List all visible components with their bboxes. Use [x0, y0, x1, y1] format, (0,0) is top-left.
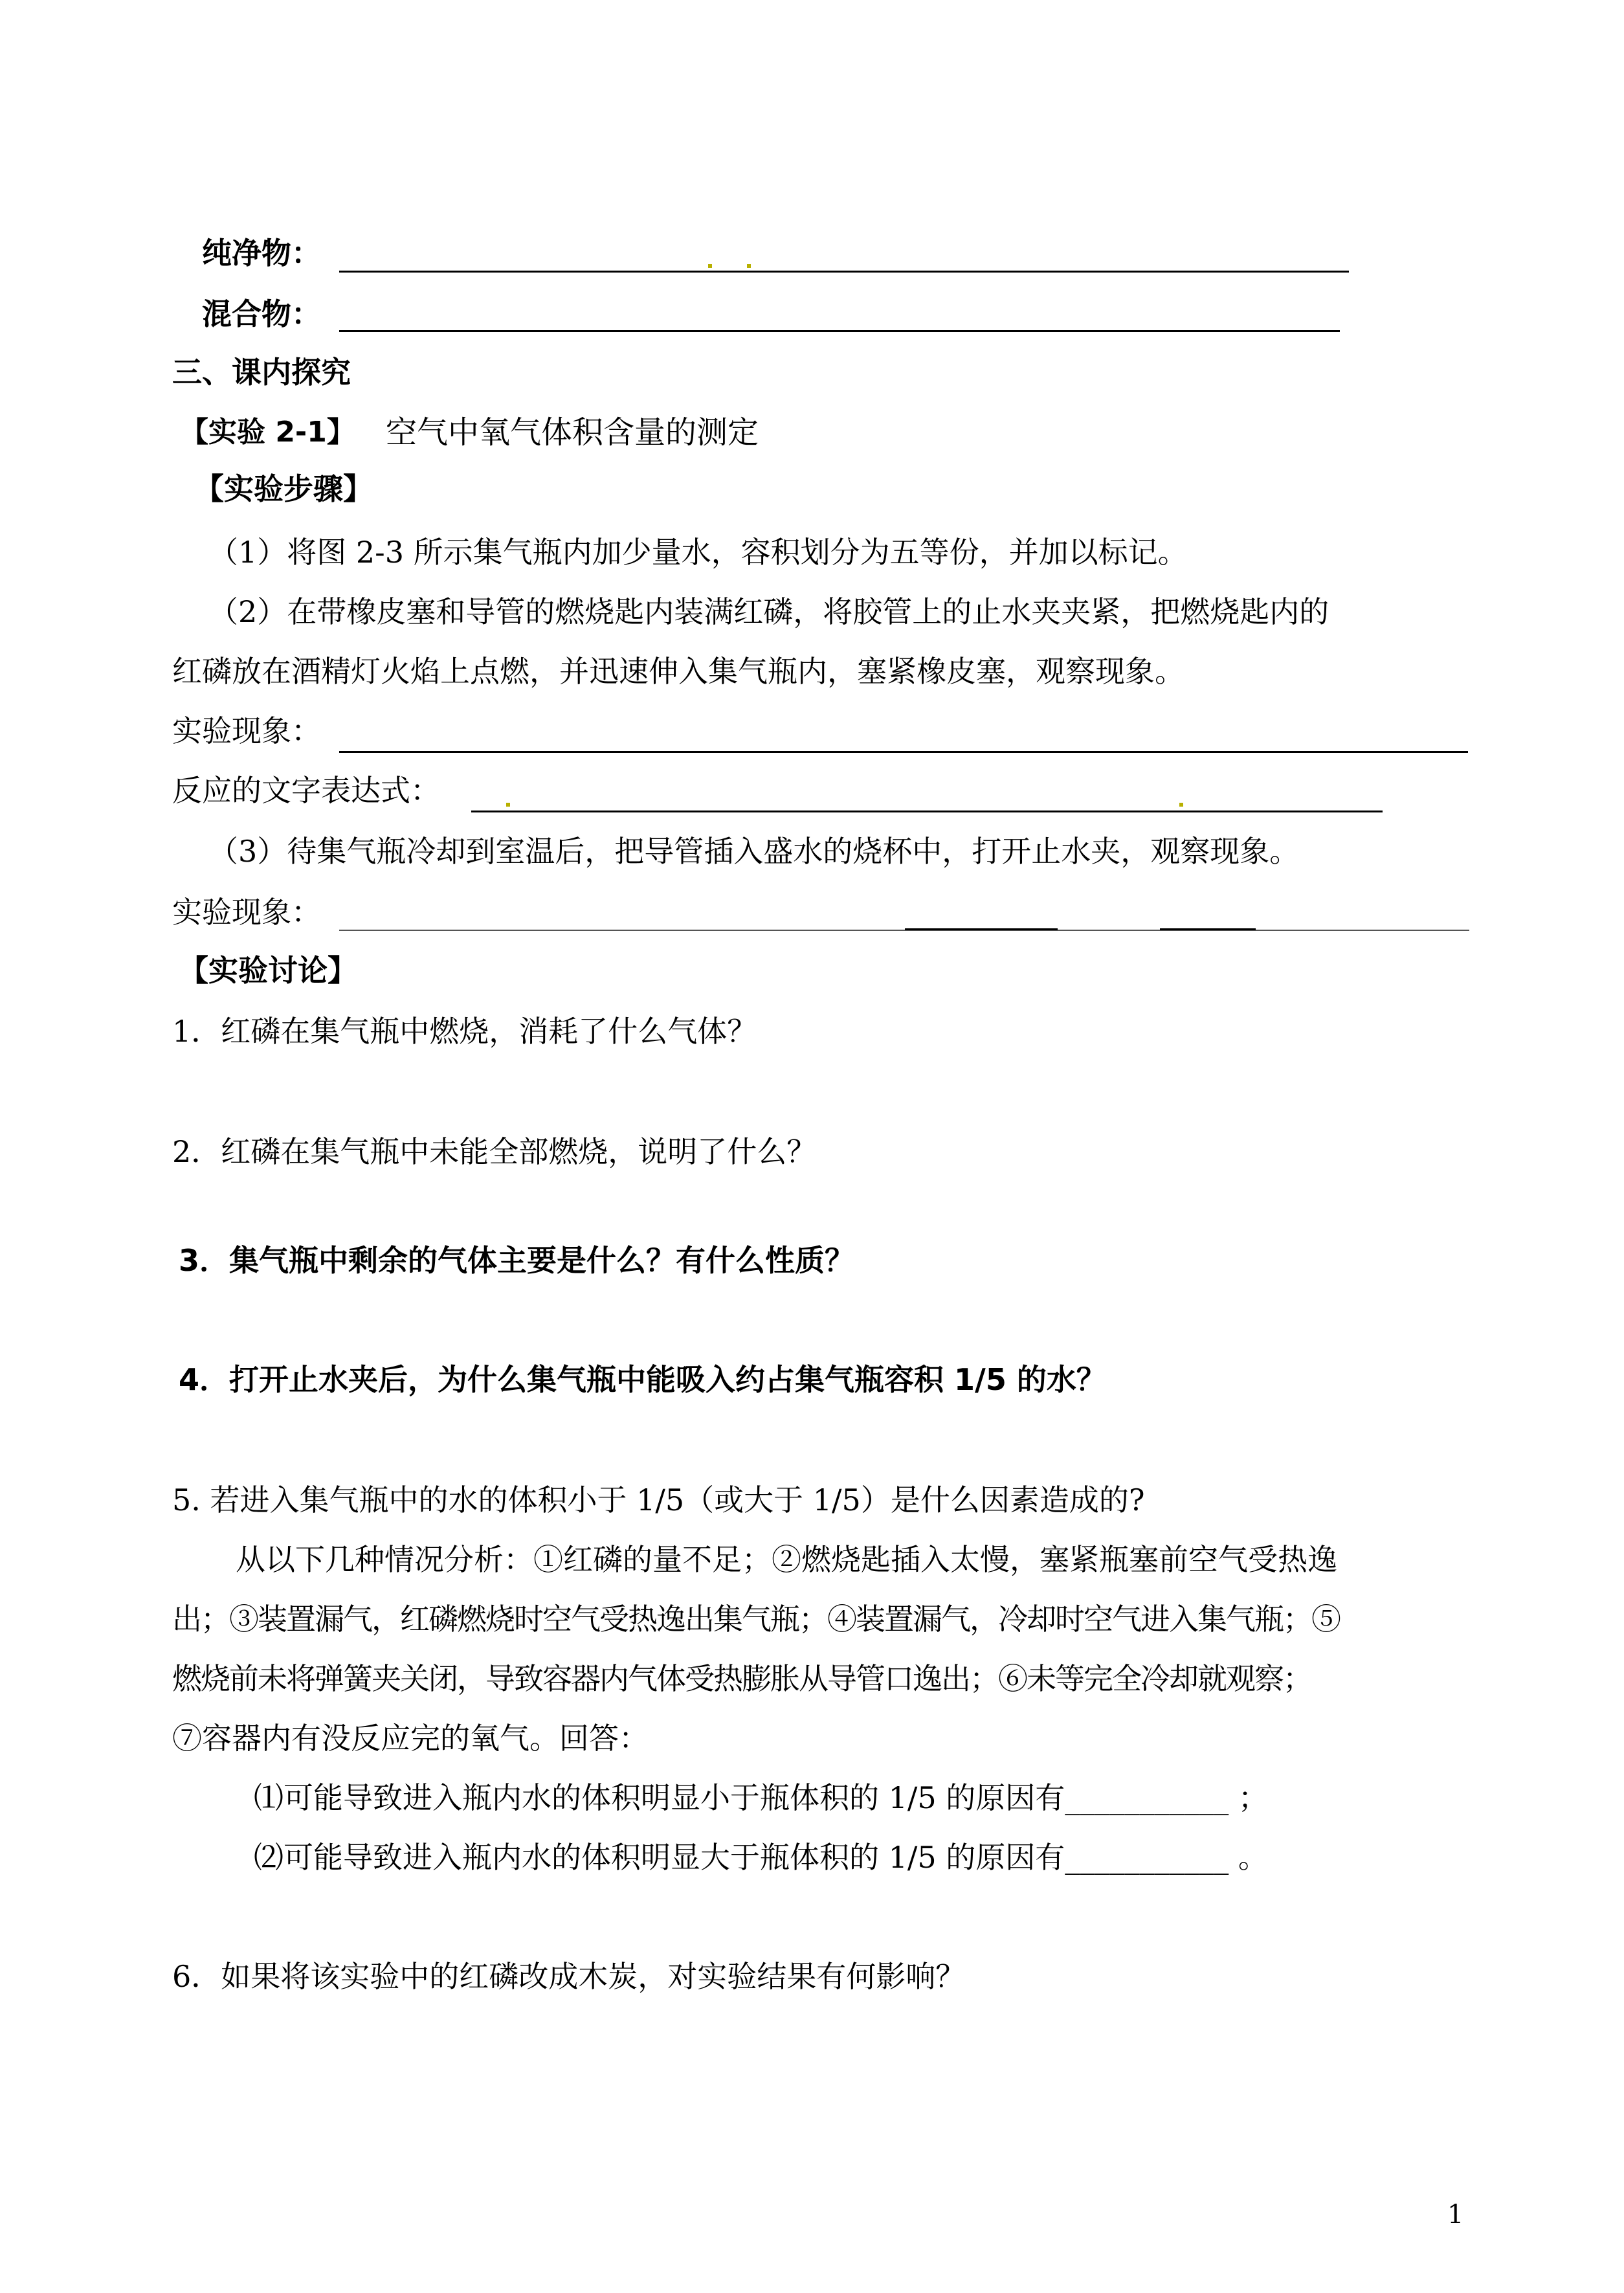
scan-speck — [1179, 803, 1183, 807]
phenomenon-blank-2[interactable] — [339, 930, 1469, 931]
pure-substance-label: 纯净物： — [202, 236, 321, 271]
question-3: 3．集气瓶中剩余的气体主要是什么？有什么性质？ — [179, 1243, 855, 1278]
section-heading: 三、课内探究 — [172, 355, 351, 390]
question-4: 4．打开止水夹后，为什么集气瓶中能吸入约占集气瓶容积 1/5 的水？ — [179, 1362, 1106, 1397]
question-5-analysis-4: ⑦容器内有没反应完的氧气。回答： — [172, 1721, 649, 1756]
pure-substance-blank[interactable] — [339, 271, 1349, 273]
question-5-analysis-2: 出；③装置漏气，红磷燃烧时空气受热逸出集气瓶；④装置漏气，冷却时空气进入集气瓶；⑤ — [172, 1602, 1340, 1637]
phenomenon-blank-1[interactable] — [339, 751, 1468, 753]
question-2: 2．红磷在集气瓶中未能全部燃烧，说明了什么？ — [172, 1134, 817, 1169]
mixture-label: 混合物： — [202, 296, 321, 331]
experiment-tag: 【实验 2-1】 — [180, 416, 355, 449]
steps-heading: 【实验步骤】 — [194, 471, 373, 506]
experiment-title: 空气中氧气体积含量的测定 — [386, 414, 759, 451]
question-1: 1．红磷在集气瓶中燃烧，消耗了什么气体？ — [172, 1014, 757, 1049]
phenomenon-label-1: 实验现象： — [172, 713, 321, 748]
question-5-analysis-1: 从以下几种情况分析：①红磷的量不足；②燃烧匙插入太慢，塞紧瓶塞前空气受热逸 — [236, 1542, 1337, 1577]
phenomenon-blank-2-segment — [905, 928, 1058, 930]
phenomenon-blank-2-segment — [1160, 928, 1256, 930]
step-1: （1）将图 2-3 所示集气瓶内加少量水，容积划分为五等份，并加以标记。 — [208, 535, 1188, 570]
discussion-heading: 【实验讨论】 — [179, 953, 357, 988]
mixture-blank[interactable] — [339, 330, 1340, 332]
question-5: 5. 若进入集气瓶中的水的体积小于 1/5（或大于 1/5）是什么因素造成的? — [172, 1482, 1145, 1517]
word-equation-label: 反应的文字表达式： — [172, 773, 440, 808]
step-2-line-2: 红磷放在酒精灯火焰上点燃，并迅速伸入集气瓶内，塞紧橡皮塞，观察现象。 — [172, 654, 1185, 689]
question-5-analysis-3: 燃烧前未将弹簧夹关闭，导致容器内气体受热膨胀从导管口逸出；⑥未等完全冷却就观察； — [172, 1661, 1311, 1696]
question-6: 6．如果将该实验中的红磷改成木炭，对实验结果有何影响？ — [172, 1959, 966, 1994]
scan-speck — [708, 264, 712, 268]
step-2-line-1: （2）在带橡皮塞和导管的燃烧匙内装满红磷，将胶管上的止水夹夹紧，把燃烧匙内的 — [208, 594, 1329, 629]
page-number: 1 — [1447, 2200, 1464, 2230]
scan-speck — [747, 264, 751, 268]
phenomenon-label-2: 实验现象： — [172, 895, 321, 930]
step-3: （3）待集气瓶冷却到室温后，把导管插入盛水的烧杯中，打开止水夹，观察现象。 — [208, 834, 1300, 869]
question-5-answer-1: ⑴可能导致进入瓶内水的体积明显小于瓶体积的 1/5 的原因有___________ ； — [254, 1780, 1268, 1815]
word-equation-blank[interactable] — [471, 811, 1383, 812]
scan-speck — [506, 803, 510, 807]
question-5-answer-2: ⑵可能导致进入瓶内水的体积明显大于瓶体积的 1/5 的原因有___________ 。 — [254, 1840, 1268, 1875]
